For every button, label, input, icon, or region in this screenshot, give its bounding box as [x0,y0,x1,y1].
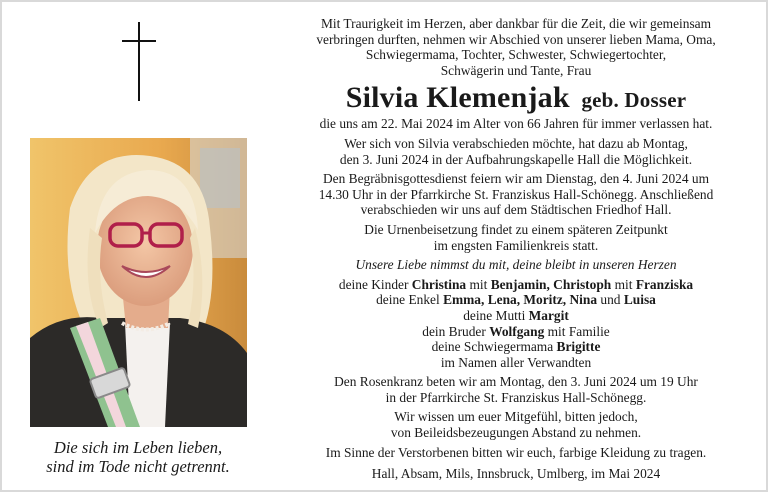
mother-name: Margit [528,307,569,323]
condolence-paragraph [288,409,744,440]
children-prefix: deine Kinder [338,276,409,292]
brother-suffix: mit Familie [547,323,610,339]
viewing-line: Wer sich von Silvia verabschieden möchte, hat dazu ab Montag, [344,135,688,151]
motherinlaw-line [288,339,744,355]
urn-line: Die Urnenbeisetzung findet zu einem späteren Zeitpunkt [364,221,668,237]
condolence-line: von Beileidsbezeugungen Abstand zu nehmen. [390,425,642,441]
child-name: Christina [411,276,467,292]
places-date: Hall, Absam, Mils, Innsbruck, Umlberg, im Mai 2024 [371,466,661,482]
with-word: mit [469,276,488,292]
funeral-line: verabschieden wir uns auf dem Städtischen Friedhof Hall. [360,202,672,218]
viewing-line: den 3. Juni 2024 in der Aufbahrungskapelle Hall die Möglichkeit. [339,151,693,167]
urn-line: im engsten Familienkreis statt. [433,237,599,253]
intro-line: Mit Traurigkeit im Herzen, aber dankbar für die Zeit, die wir gemeinsam [320,16,712,31]
left-quote-line-1: Die sich im Leben lieben, [53,438,223,457]
funeral-line: 14.30 Uhr in der Pfarrkirche St. Franziskus Hall-Schönegg. Anschließend [318,186,714,202]
with-word: mit [614,276,633,292]
funeral-line: Den Begräbnisgottesdienst feiern wir am Dienstag, den 4. Juni 2024 um [322,171,710,187]
intro-line: Schwägerin und Tante, Frau [440,62,592,78]
viewing-paragraph [288,136,744,167]
portrait-photo [30,138,247,427]
cross-icon [122,22,156,101]
passing-line: die uns am 22. Mai 2024 im Alter von 66 Jahren für immer verlassen hat. [319,116,713,132]
mother-prefix: deine Mutti [463,307,526,323]
maiden-name: geb. Dosser [581,88,687,113]
deceased-name-heading [288,82,744,116]
brother-line [288,324,744,340]
motherinlaw-prefix: deine Schwiegermama [431,339,554,355]
left-quote-line-2: sind im Tode nicht getrennt. [46,457,230,476]
funeral-paragraph [288,171,744,218]
mother-line [288,308,744,324]
children-line [288,277,744,293]
clothing-request: Im Sinne der Verstorbenen bitten wir euch, farbige Kleidung zu tragen. [325,444,707,460]
deceased-name: Silvia Klemenjak [345,81,570,115]
relatives-line: im Namen aller Verwandten [440,354,592,370]
motherinlaw-name: Brigitte [556,339,601,355]
grandchildren-names: Emma, Lena, Moritz, Nina [443,292,598,308]
grandchild-name: Luisa [623,292,656,308]
obituary-text [288,16,744,482]
grandchildren-line [288,292,744,308]
and-word: und [600,292,621,308]
rosary-line: Den Rosenkranz beten wir am Montag, den 3. Juni 2024 um 19 Uhr [334,374,698,390]
intro-line: verbringen durften, nehmen wir Abschied von unserer lieben Mama, Oma, [316,31,716,47]
condolence-line: Wir wissen um euer Mitgefühl, bitten jedoch, [394,409,638,425]
child-partners: Benjamin, Christoph [490,276,612,292]
rosary-line: in der Pfarrkirche St. Franziskus Hall-Schönegg. [385,389,647,405]
family-list [288,277,744,371]
intro-paragraph [288,16,744,78]
motto-line: Unsere Liebe nimmst du mit, deine bleibt in unseren Herzen [355,257,677,273]
left-quote [20,438,256,476]
brother-prefix: dein Bruder [422,323,486,339]
brother-name: Wolfgang [489,323,545,339]
child-name: Franziska [635,276,694,292]
rosary-paragraph [288,374,744,405]
urn-paragraph [288,222,744,253]
intro-line: Schwiegermama, Tochter, Schwester, Schwiegertochter, [365,47,667,63]
grandchildren-prefix: deine Enkel [376,292,440,308]
